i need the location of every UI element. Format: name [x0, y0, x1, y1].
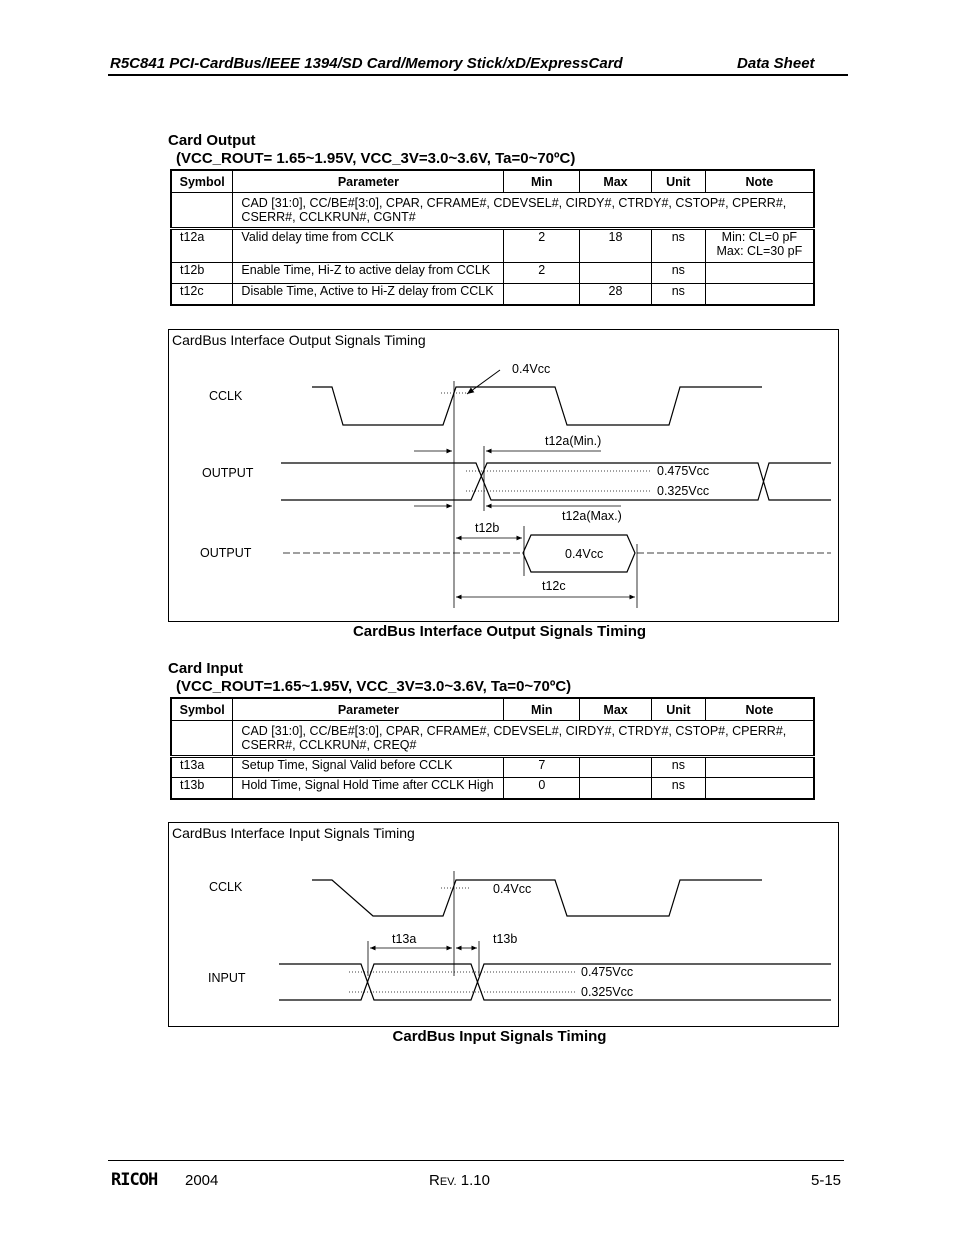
col-note: Note — [705, 698, 814, 721]
parameter-cell: Valid delay time from CCLK — [233, 229, 504, 263]
table-row — [171, 721, 814, 757]
input-figure-inner-title: CardBus Interface Input Signals Timing — [172, 825, 415, 841]
parameter-cell: Enable Time, Hi-Z to active delay from CCLK — [233, 263, 504, 284]
cclk-label: CCLK — [209, 880, 243, 894]
footer-year: 2004 — [185, 1172, 219, 1189]
input-label: INPUT — [208, 971, 246, 985]
col-note: Note — [705, 170, 814, 193]
max-cell — [580, 778, 652, 799]
document-type: Data Sheet — [737, 55, 815, 72]
input-top-waveform — [279, 964, 831, 1000]
symbol-cell: t12c — [171, 284, 233, 305]
cclk-waveform — [312, 880, 762, 916]
col-unit: Unit — [651, 170, 705, 193]
note-line-1: Min: CL=0 pF — [721, 230, 798, 244]
note-cell — [705, 229, 814, 263]
note-cell — [705, 757, 814, 778]
card-output-condition: (VCC_ROUT= 1.65~1.95V, VCC_3V=3.0~3.6V, Ta=0~70ºC) — [176, 150, 576, 167]
min-cell: 7 — [504, 757, 580, 778]
signals-symbol-cell — [171, 193, 233, 229]
output1-bottom-waveform — [281, 463, 831, 500]
signals-symbol-cell — [171, 721, 233, 757]
max-cell — [580, 757, 652, 778]
col-min: Min — [504, 698, 580, 721]
card-input-table — [170, 697, 815, 800]
v0325-label: 0.325Vcc — [657, 484, 710, 498]
card-output-table — [170, 169, 815, 306]
col-symbol: Symbol — [171, 170, 233, 193]
document-title: R5C841 PCI-CardBus/IEEE 1394/SD Card/Memory Stick/xD/ExpressCard — [110, 55, 623, 72]
max-cell — [580, 263, 652, 284]
header-rule — [108, 74, 848, 76]
ricoh-logo: RICOH — [111, 1170, 158, 1190]
max-cell: 18 — [580, 229, 652, 263]
col-max: Max — [580, 170, 652, 193]
col-max: Max — [580, 698, 652, 721]
symbol-cell: t13b — [171, 778, 233, 799]
footer-rule — [108, 1160, 844, 1161]
cclk-waveform — [312, 387, 762, 425]
input-figure-caption: CardBus Input Signals Timing — [392, 1028, 607, 1045]
min-cell: 2 — [504, 263, 580, 284]
symbol-cell: t12b — [171, 263, 233, 284]
t12a-max-label: t12a(Max.) — [562, 509, 622, 523]
v0475-label: 0.475Vcc — [581, 965, 634, 979]
unit-cell: ns — [651, 229, 705, 263]
signals-cell: CAD [31:0], CC/BE#[3:0], CPAR, CFRAME#, CDEVSEL#, CIRDY#, CTRDY#, CSTOP#, CPERR#, CSERR#, CCLKRUN#, CREQ# — [233, 721, 814, 757]
rev-small: EV. — [439, 1176, 457, 1188]
rev-number: 1.10 — [460, 1172, 490, 1189]
input-timing-figure — [168, 822, 839, 1027]
col-symbol: Symbol — [171, 698, 233, 721]
v04-leader-line — [467, 370, 500, 394]
parameter-cell: Disable Time, Active to Hi-Z delay from CCLK — [233, 284, 504, 305]
t13a-label: t13a — [392, 932, 417, 946]
v0325-label: 0.325Vcc — [581, 985, 634, 999]
output-figure-inner-title: CardBus Interface Output Signals Timing — [172, 332, 426, 348]
input-timing-diagram — [169, 823, 838, 1026]
unit-cell: ns — [651, 778, 705, 799]
signals-cell: CAD [31:0], CC/BE#[3:0], CPAR, CFRAME#, CDEVSEL#, CIRDY#, CTRDY#, CSTOP#, CPERR#, CSERR#, CCLKRUN#, CGNT# — [233, 193, 814, 229]
col-unit: Unit — [651, 698, 705, 721]
note-cell — [705, 284, 814, 305]
col-min: Min — [504, 170, 580, 193]
v0475-label: 0.475Vcc — [657, 464, 710, 478]
output1-top-waveform — [281, 463, 831, 500]
v04b-label: 0.4Vcc — [565, 547, 604, 561]
output-timing-figure — [168, 329, 839, 622]
parameter-cell: Hold Time, Signal Hold Time after CCLK High — [233, 778, 504, 799]
table-row — [171, 193, 814, 229]
t12c-label: t12c — [542, 579, 566, 593]
input-bottom-waveform — [279, 964, 831, 1000]
rev-prefix: R — [429, 1172, 440, 1189]
table-row — [171, 284, 814, 305]
v04-label: 0.4Vcc — [512, 362, 551, 376]
col-parameter: Parameter — [233, 698, 504, 721]
table-row — [171, 757, 814, 778]
unit-cell: ns — [651, 284, 705, 305]
output2-label: OUTPUT — [200, 546, 252, 560]
footer-revision — [429, 1172, 490, 1189]
output-figure-caption: CardBus Interface Output Signals Timing — [352, 623, 647, 640]
min-cell — [504, 284, 580, 305]
output-timing-diagram — [169, 330, 838, 621]
card-input-title: Card Input — [168, 660, 243, 677]
table-header-row — [171, 698, 814, 721]
parameter-cell: Setup Time, Signal Valid before CCLK — [233, 757, 504, 778]
v04-label: 0.4Vcc — [493, 882, 532, 896]
table-row — [171, 229, 814, 263]
note-cell — [705, 263, 814, 284]
t12b-label: t12b — [475, 521, 500, 535]
table-row — [171, 778, 814, 799]
note-line-2: Max: CL=30 pF — [716, 244, 803, 258]
unit-cell: ns — [651, 757, 705, 778]
t13b-label: t13b — [493, 932, 518, 946]
min-cell: 0 — [504, 778, 580, 799]
footer-page-number: 5-15 — [811, 1172, 842, 1189]
note-cell — [705, 778, 814, 799]
t12a-min-label: t12a(Min.) — [545, 434, 602, 448]
output1-label: OUTPUT — [202, 466, 254, 480]
cclk-label: CCLK — [209, 389, 243, 403]
table-header-row — [171, 170, 814, 193]
symbol-cell: t12a — [171, 229, 233, 263]
unit-cell: ns — [651, 263, 705, 284]
table-row — [171, 263, 814, 284]
card-input-condition: (VCC_ROUT=1.65~1.95V, VCC_3V=3.0~3.6V, Ta=0~70ºC) — [176, 678, 572, 695]
symbol-cell: t13a — [171, 757, 233, 778]
col-parameter: Parameter — [233, 170, 504, 193]
max-cell: 28 — [580, 284, 652, 305]
min-cell: 2 — [504, 229, 580, 263]
card-output-title: Card Output — [168, 132, 256, 149]
